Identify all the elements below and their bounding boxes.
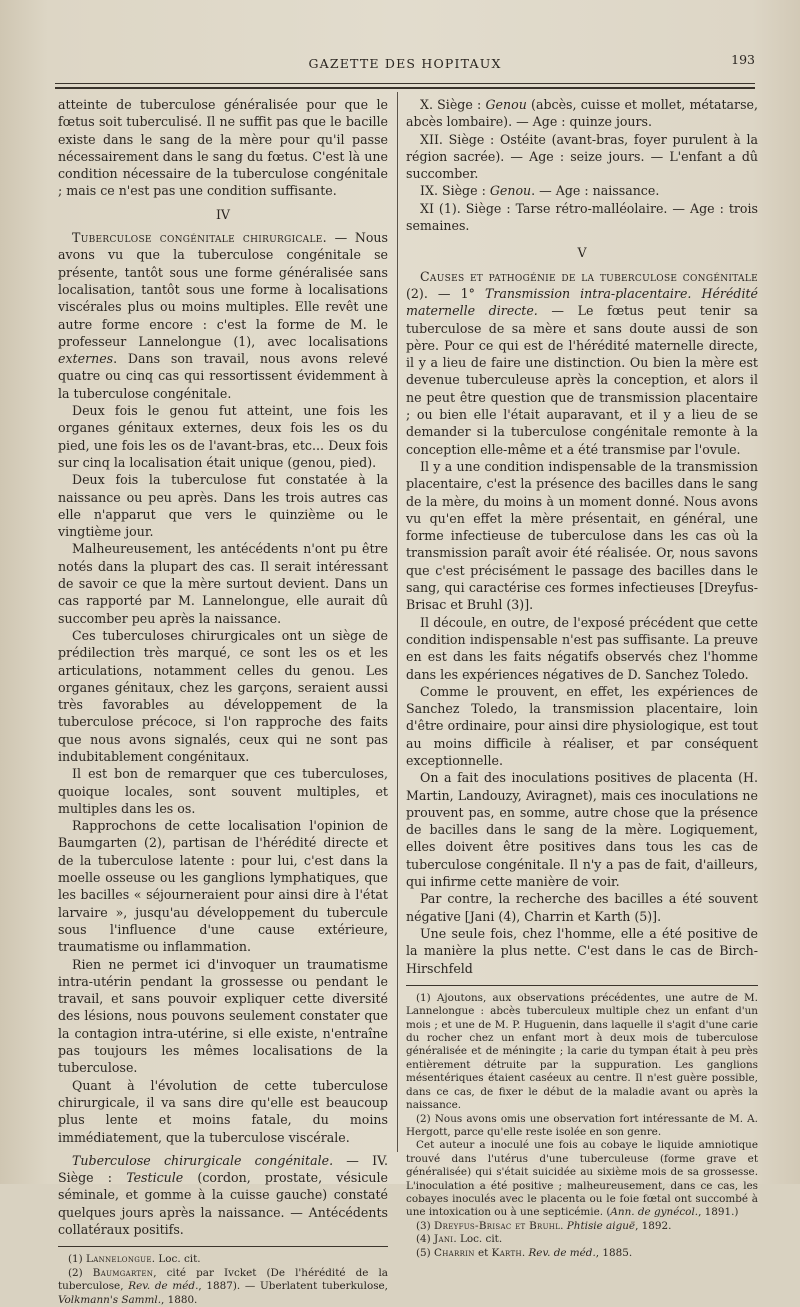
paragraph: Il y a une condition indispensable de la transmission placentaire, c'est la présence des bacilles dans le sang de la mère, du moins à un moment donné. Nous avons vu qu'en effet la mère présentait, en général, une forme infectieuse de tuberculose dans les cas où la transmission paraît avoir été réalisée. Or, nous savons que c'est précisément le passage des bacilles dans le sang, qui caractérise ces formes infectieuses [Dreyfus-Brisac et Bruhl (3)]. <box>406 458 758 613</box>
text-run: , cité par Ivcket (De l'hérédité de la tuberculose, <box>58 1266 388 1293</box>
text-run: . <box>560 1219 567 1232</box>
page-header <box>55 52 755 82</box>
paragraph: Il découle, en outre, de l'exposé précédent que cette condition indispensable n'est pas suffisante. La preuve en est dans les faits négatifs observés chez l'homme dans les expériences négatives de D. Sanchez Toledo. <box>406 614 758 682</box>
run-in-heading: Tuberculose congénitale chirurgicale. <box>72 230 327 246</box>
text-run: , 1891.) <box>698 1206 739 1219</box>
emphasis: Transmission intra-placentaire. Hérédité maternelle directe. <box>406 285 758 319</box>
text-run: . Loc. cit. <box>453 1233 503 1246</box>
paragraph: Par contre, la recherche des bacilles a été souvent négative [Jani (4), Charrin et Karth (5)]. <box>406 891 758 924</box>
author-name: Charrin <box>434 1246 475 1259</box>
footnote <box>406 1139 758 1219</box>
footnote-number: (2) <box>68 1266 93 1279</box>
paragraph: Une seule fois, chez l'homme, elle a été positive de la manière la plus nette. C'est dans le cas de Birch-Hirschfeld <box>406 925 758 976</box>
footnote <box>58 1267 388 1307</box>
text-run: , 1892. <box>635 1219 672 1232</box>
paragraph: XI (1). Siège : Tarse rétro-malléolaire. — Age : trois semaines. <box>406 200 758 234</box>
paragraph: Rien ne permet ici d'invoquer un traumatisme intra-utérin pendant la grossesse ou pendant le travail, et sans pouvoir expliquer cette diversité des lésions, nous pouvons seulement constater que la contagion intra-utérine, si elle existe, n'entraîne pas toujours les mêmes localisations de la tuberculose. <box>58 956 388 1076</box>
text-run: . Dans son travail, nous avons relevé quatre ou cinq cas qui ressortissent évidemment à la tuberculose congénitale. <box>58 351 388 401</box>
text-run: , 1880. <box>161 1293 198 1306</box>
text-run: X. Siège : <box>420 97 486 112</box>
author-name: Baumgarten <box>92 1266 154 1279</box>
paragraph <box>406 182 758 199</box>
text-run: — Le fœtus peut tenir sa tuberculose de sa mère et sans doute aussi de son père. Pour ce qui est de l'hérédité maternelle directe, il y a lieu de faire une distinction. Ou bien la mère est devenue tuberculeuse après la conception, et alors il ne peut être question que de transmission placentaire ; ou bien elle l'était auparavant, et il y a lieu de se demander si la tuberculose congénitale remonte à la conception elle-même et a été transmise par l'ovule. <box>406 303 758 457</box>
text-run: (2). — 1° <box>406 285 485 301</box>
author-name: Lannelongue <box>86 1253 152 1266</box>
paragraph: Quant à l'évolution de cette tuberculose chirurgicale, il va sans dire qu'elle est beaucoup plus lente et moins fatale, du moins immédiatement, que la tuberculose viscérale. <box>58 1077 388 1145</box>
paragraph: Ces tuberculoses chirurgicales ont un siège de prédilection très marqué, ce sont les os et les articulations, notamment celles du genou. Les organes génitaux, chez les garçons, seraient aussi très favorables au développement de la tuberculose précoce, si l'on rapproche des faits que nous avons signalés, ceux qui ne sont pas indubitablement congénitaux. <box>58 627 388 764</box>
text-run: IX. Siège : <box>420 183 490 199</box>
section-heading-v: V <box>577 245 587 261</box>
right-column <box>406 96 758 1260</box>
page-number: 193 <box>731 52 755 67</box>
footnote-number: (1) <box>68 1253 87 1266</box>
journal-title: Rev. de méd. <box>128 1280 199 1293</box>
footnote <box>406 1220 758 1233</box>
emphasis: Tuberculose chirurgicale congénitale. <box>72 1152 334 1168</box>
text-run: — Nous avons vu que la tuberculose congénitale se présente, tantôt sous une forme généralisée sans localisation, tantôt sous une forme à localisations viscérales plus ou moins multiples. Elle revêt une autre forme encore : c'est la forme de M. le professeur Lannelongue (1), avec localisations <box>58 230 389 349</box>
text-run: . — Age : naissance. <box>531 183 660 199</box>
header-rule-bottom <box>55 87 755 89</box>
text-run: . <box>521 1246 529 1259</box>
text-run: — IV. Siège : <box>58 1152 388 1186</box>
paragraph: Deux fois le genou fut atteint, une fois les organes génitaux externes, deux fois les os du pied, une fois les os de l'avant-bras, etc... Deux fois sur cinq la localisation était unique (genou, pied). <box>58 403 388 470</box>
text-run: (cordon, prostate, vésicule séminale, et gomme à la cuisse gauche) constaté quelques jours après la naissance. — Antécédents collatéraux positifs. <box>58 1170 388 1237</box>
footnote-rule <box>58 1246 388 1247</box>
paragraph: atteinte de tuberculose généralisée pour que le fœtus soit tuberculisé. Il ne suffit pas que le bacille existe dans le sang de la mère pour qu'il passe nécessairement dans le sang du fœtus. C'est là une condition nécessaire de la tuberculose congénitale ; mais ce n'est pas une condition suffisante. <box>58 97 388 199</box>
journal-title: Ann. de gynécol. <box>610 1206 699 1219</box>
paragraph: Deux fois la tuberculose fut constatée à la naissance ou peu après. Dans les trois autres cas elle n'apparut que vers le quinzième ou le vingtième jour. <box>58 472 388 540</box>
paragraph <box>406 268 758 458</box>
paragraph: Rapprochons de cette localisation l'opinion de Baumgarten (2), partisan de l'hérédité directe et de la tuberculose latente : pour lui, c'est dans la moelle osseuse ou les ganglions lymphatiques, que les bacilles « séjourneraient pour ainsi dire à l'état larvaire », jusqu'au développement du tubercule sous l'influence d'une cause extérieure, traumatisme ou inflammation. <box>58 818 388 955</box>
text-run: , 1885. <box>595 1246 633 1259</box>
journal-title: Rev. de méd. <box>528 1246 596 1259</box>
emphasis: Genou <box>489 183 532 199</box>
emphasis: externes <box>58 351 114 367</box>
footnote <box>58 1253 388 1266</box>
text-run: (abcès, cuisse et mollet, métatarse, abcès lombaire). — Age : quinze jours. <box>406 97 758 130</box>
footnote <box>406 1233 758 1246</box>
footnote: (1) Ajoutons, aux observations précédentes, une autre de M. Lannelongue : abcès tuberculeux multiple chez un enfant d'un mois ; et une de M. P. Huguenin, dans laquelle il s'agit d'une carie du rocher chez un enfant mort à deux mois de tuberculose généralisée et de méningite ; la carie du tympan était à peu près entièrement détruite par la suppuration. Les ganglions mésentériques étaient caséeux au centre. Il n'est guère possible, dans ce cas, de fixer le début de la maladie avant ou après la naissance. <box>406 991 758 1112</box>
paragraph <box>406 96 758 131</box>
emphasis: Testicule <box>126 1170 184 1186</box>
text-run: et <box>474 1246 492 1259</box>
text-run: , 1887). — Uberlatent tuberkulose, <box>198 1280 388 1293</box>
footnote: (2) Nous avons omis une observation fort intéressante de M. A. Hergott, parce qu'elle reste isolée en son genre. <box>406 1112 758 1138</box>
footnotes-right <box>406 992 758 1260</box>
journal-title: Volkmann's Samml. <box>58 1293 161 1306</box>
journal-title: Phtisie aiguë <box>566 1219 636 1232</box>
left-column <box>58 96 388 1307</box>
footnotes-left <box>58 1253 388 1307</box>
paragraph: Malheureusement, les antécédents n'ont pu être notés dans la plupart des cas. Il serait intéressant de savoir ce que la mère surtout devient. Dans un cas rapporté par M. Lannelongue, elle aurait dû succomber peu après la naissance. <box>58 541 388 626</box>
footnote <box>406 1247 758 1260</box>
author-name: Karth <box>491 1246 522 1259</box>
paragraph: Comme le prouvent, en effet, les expériences de Sanchez Toledo, la transmission placentaire, loin d'être ordinaire, pour ainsi dire physiologique, est tout au moins difficile à réaliser, et par conséquent exceptionnelle. <box>406 683 758 768</box>
footnote-number: (3) <box>416 1219 435 1232</box>
paragraph: XII. Siège : Ostéite (avant-bras, foyer purulent à la région sacrée). — Age : seize jours. — L'enfant a dû succomber. <box>406 131 758 182</box>
paragraph: On a fait des inoculations positives de placenta (H. Martin, Landouzy, Aviragnet), mais ces inoculations ne prouvent pas, en somme, autre chose que la présence de bacilles dans le sang de la mère. Logiquement, elles doivent être positives dans tous les cas de tuberculose congénitale. Il n'y a pas de fait, d'ailleurs, qui infirme cette manière de voir. <box>406 770 758 890</box>
emphasis: Genou <box>485 97 527 112</box>
run-in-heading: Causes et pathogénie de la tuberculose congénitale <box>420 268 758 284</box>
footnote-number: (4) <box>416 1233 435 1246</box>
paragraph: Il est bon de remarquer que ces tuberculoses, quoique locales, sont souvent multiples, et multiples dans les os. <box>58 766 388 816</box>
paragraph <box>58 1152 388 1238</box>
author-name: Dreyfus-Brisac et Bruhl <box>434 1219 561 1232</box>
column-divider <box>397 92 398 1152</box>
section-heading-iv: IV <box>215 206 231 222</box>
author-name: Jani <box>434 1233 454 1246</box>
text-run: . Loc. cit. <box>151 1253 201 1266</box>
header-rule-top <box>55 83 755 84</box>
running-title: GAZETTE DES HOPITAUX <box>308 56 502 71</box>
footnote-rule <box>406 985 758 986</box>
text-run: Cet auteur a inoculé une fois au cobaye le liquide amniotique trouvé dans l'utérus d'une tuberculeuse (forme grave et généralisée) qui s'était suicidée au sixième mois de sa grossesse. L'inoculation a été positive ; malheureusement, dans ce cas, les cobayes inoculés avec le placenta ou le foie fœtal ont succombé à une intoxication ou à une septicémie. ( <box>406 1139 758 1219</box>
paragraph <box>58 229 388 402</box>
footnote-number: (5) <box>416 1246 435 1259</box>
